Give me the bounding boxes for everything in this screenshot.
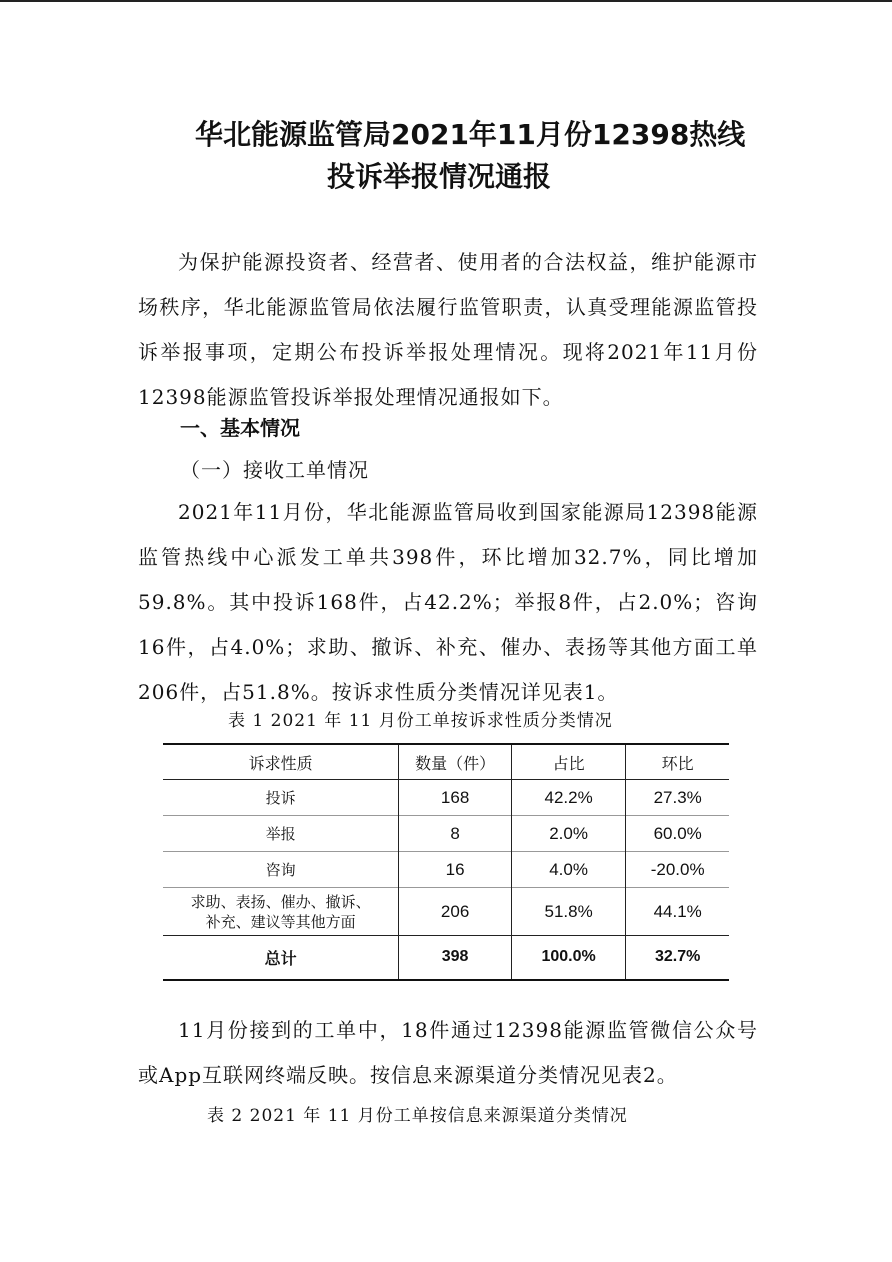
subsection-heading: （一）接收工单情况: [180, 458, 369, 482]
table-row: [163, 780, 729, 816]
table-header-row: [163, 744, 729, 780]
cell-count: 16: [399, 852, 511, 888]
table2-caption: 表 2 2021 年 11 月份工单按信息来源渠道分类情况: [207, 1106, 628, 1126]
total-mom: 32.7%: [626, 936, 729, 980]
section-heading: 一、基本情况: [180, 416, 300, 440]
cell-share: 51.8%: [511, 888, 626, 936]
header-count: 数量（件）: [399, 744, 511, 780]
cell-category: 咨询: [163, 852, 399, 888]
cell-share: 2.0%: [511, 816, 626, 852]
total-count: 398: [399, 936, 511, 980]
cell-count: 8: [399, 816, 511, 852]
top-border: [0, 0, 892, 2]
cell-mom: -20.0%: [626, 852, 729, 888]
total-label: 总计: [163, 936, 399, 980]
table-row: [163, 816, 729, 852]
cell-share: 4.0%: [511, 852, 626, 888]
table-row: [163, 852, 729, 888]
table-row: [163, 888, 729, 936]
cell-mom: 27.3%: [626, 780, 729, 816]
cell-category: [163, 888, 399, 936]
document-title-line1: 华北能源监管局2021年11月份12398热线: [195, 118, 746, 151]
header-category: 诉求性质: [163, 744, 399, 780]
intro-paragraph: 为保护能源投资者、经营者、使用者的合法权益，维护能源市场秩序，华北能源监管局依法履行监管职责，认真受理能源监管投诉举报事项，定期公布投诉举报处理情况。现将2021年11月份12398能源监管投诉举报处理情况通报如下。: [138, 250, 758, 409]
workorders-paragraph: 2021年11月份，华北能源监管局收到国家能源局12398能源监管热线中心派发工单共398件，环比增加32.7%，同比增加59.8%。其中投诉168件，占42.2%；举报8件，占2.0%；咨询16件，占4.0%；求助、撤诉、补充、催办、表扬等其他方面工单206件，占51.8%。按诉求性质分类情况详见表1。: [138, 500, 758, 704]
header-share: 占比: [511, 744, 626, 780]
header-mom: 环比: [626, 744, 729, 780]
channels-paragraph: 11月份接到的工单中，18件通过12398能源监管微信公众号或App互联网终端反映。按信息来源渠道分类情况见表2。: [138, 1018, 758, 1087]
cell-count: 168: [399, 780, 511, 816]
table1-caption: 表 1 2021 年 11 月份工单按诉求性质分类情况: [228, 711, 613, 731]
cell-share: 42.2%: [511, 780, 626, 816]
table1: [163, 743, 729, 981]
cell-mom: 60.0%: [626, 816, 729, 852]
cell-category-line1: 求助、表扬、催办、撤诉、: [190, 892, 371, 911]
document-title-line2: 投诉举报情况通报: [327, 160, 552, 193]
cell-category: 投诉: [163, 780, 399, 816]
cell-category: 举报: [163, 816, 399, 852]
cell-category-line2: 补充、建议等其他方面: [205, 912, 356, 931]
table-total-row: [163, 936, 729, 980]
total-share: 100.0%: [511, 936, 626, 980]
cell-mom: 44.1%: [626, 888, 729, 936]
cell-count: 206: [399, 888, 511, 936]
